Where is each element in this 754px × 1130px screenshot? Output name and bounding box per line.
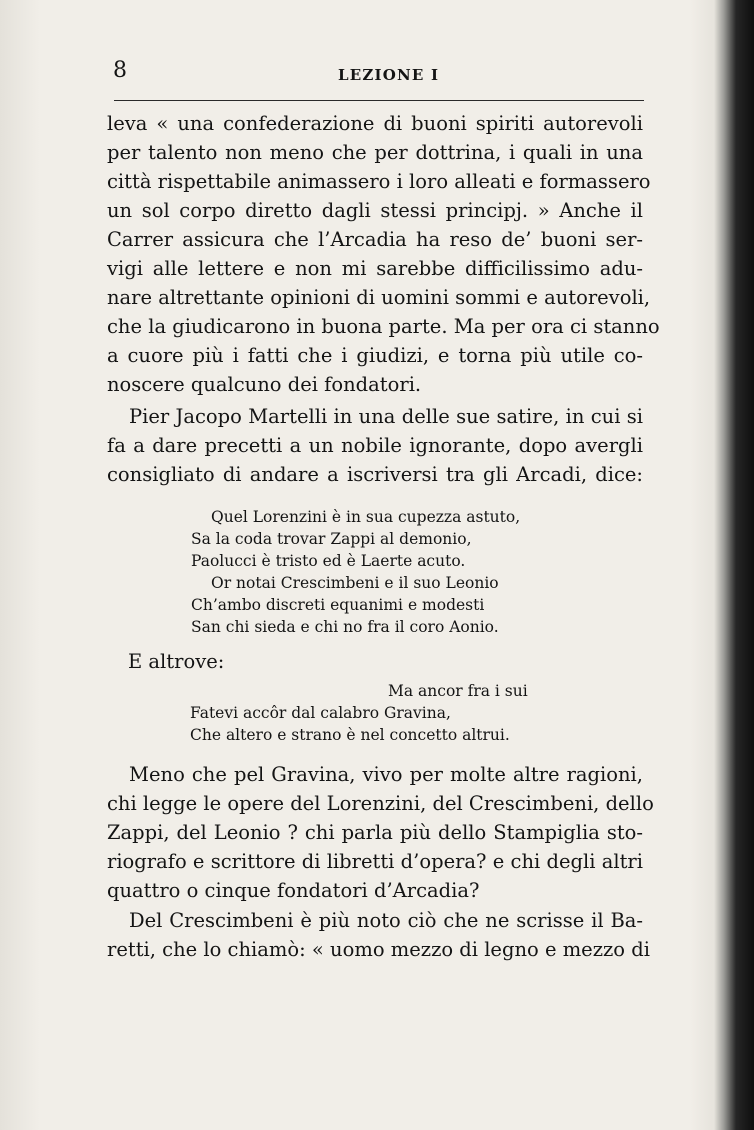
verse-line: Che altero e strano è nel concetto altrui.: [190, 726, 510, 744]
page-number: 8: [113, 58, 127, 83]
text-line: Carrer assicura che l’Arcadia ha reso de’ buoni ser-: [107, 228, 643, 251]
text-line: vigi alle lettere e non mi sarebbe difficilissimo adu-: [107, 257, 643, 280]
text-line: riografo e scrittore di libretti d’opera? e chi degli altri: [107, 850, 643, 873]
text-line: Pier Jacopo Martelli in una delle sue satire, in cui si: [129, 405, 643, 428]
text-line: fa a dare precetti a un nobile ignorante, dopo avergli: [107, 434, 643, 457]
verse-line: Ch’ambo discreti equanimi e modesti: [191, 596, 485, 614]
text-line: consigliato di andare a iscriversi tra gli Arcadi, dice:: [107, 463, 643, 486]
text-line: nare altrettante opinioni di uomini sommi e autorevoli,: [107, 286, 651, 309]
page-header: [113, 58, 645, 88]
text-line: Meno che pel Gravina, vivo per molte altre ragioni,: [129, 763, 643, 786]
text-line: retti, che lo chiamò: « uomo mezzo di legno e mezzo di: [107, 938, 650, 961]
verse-line: Paolucci è tristo ed è Laerte acuto.: [191, 552, 466, 570]
text-line: città rispettabile animassero i loro alleati e formassero: [107, 170, 651, 193]
text-line: Zappi, del Leonio ? chi parla più dello Stampiglia sto-: [107, 821, 643, 844]
verse-line: Ma ancor fra i sui: [388, 682, 528, 700]
altrove-line: E altrove:: [128, 650, 225, 673]
verse-line: Sa la coda trovar Zappi al demonio,: [191, 530, 472, 548]
text-line: per talento non meno che per dottrina, i quali in una: [107, 141, 643, 164]
text-line: quattro o cinque fondatori d’Arcadia?: [107, 879, 480, 902]
text-line: chi legge le opere del Lorenzini, del Crescimbeni, dello: [107, 792, 654, 815]
running-head: LEZIONE I: [338, 66, 440, 84]
paragraph-3: [107, 760, 654, 905]
paragraph-2: [107, 402, 643, 489]
verse-quote-2: [190, 680, 550, 746]
verse-line: Or notai Crescimbeni e il suo Leonio: [211, 574, 499, 592]
verse-line: Fatevi accôr dal calabro Gravina,: [190, 704, 451, 722]
text-line: Del Crescimbeni è più noto ciò che ne scrisse il Ba-: [129, 909, 643, 932]
text-line: che la giudicarono in buona parte. Ma per ora ci stanno: [107, 315, 660, 338]
text-line: leva « una confederazione di buoni spiriti autorevoli: [107, 112, 643, 135]
text-line: noscere qualcuno dei fondatori.: [107, 373, 422, 396]
text-line: a cuore più i fatti che i giudizi, e torna più utile co-: [107, 344, 643, 367]
verse-line: Quel Lorenzini è in sua cupezza astuto,: [211, 508, 521, 526]
verse-line: San chi sieda e chi no fra il coro Aonio.: [191, 618, 499, 636]
verse-quote-1: [191, 506, 571, 638]
paragraph-1: [107, 109, 660, 399]
header-rule: [114, 100, 644, 101]
text-line: un sol corpo diretto dagli stessi principj. » Anche il: [107, 199, 643, 222]
book-spine-shadow: [714, 0, 754, 1130]
paragraph-4: [107, 906, 650, 964]
